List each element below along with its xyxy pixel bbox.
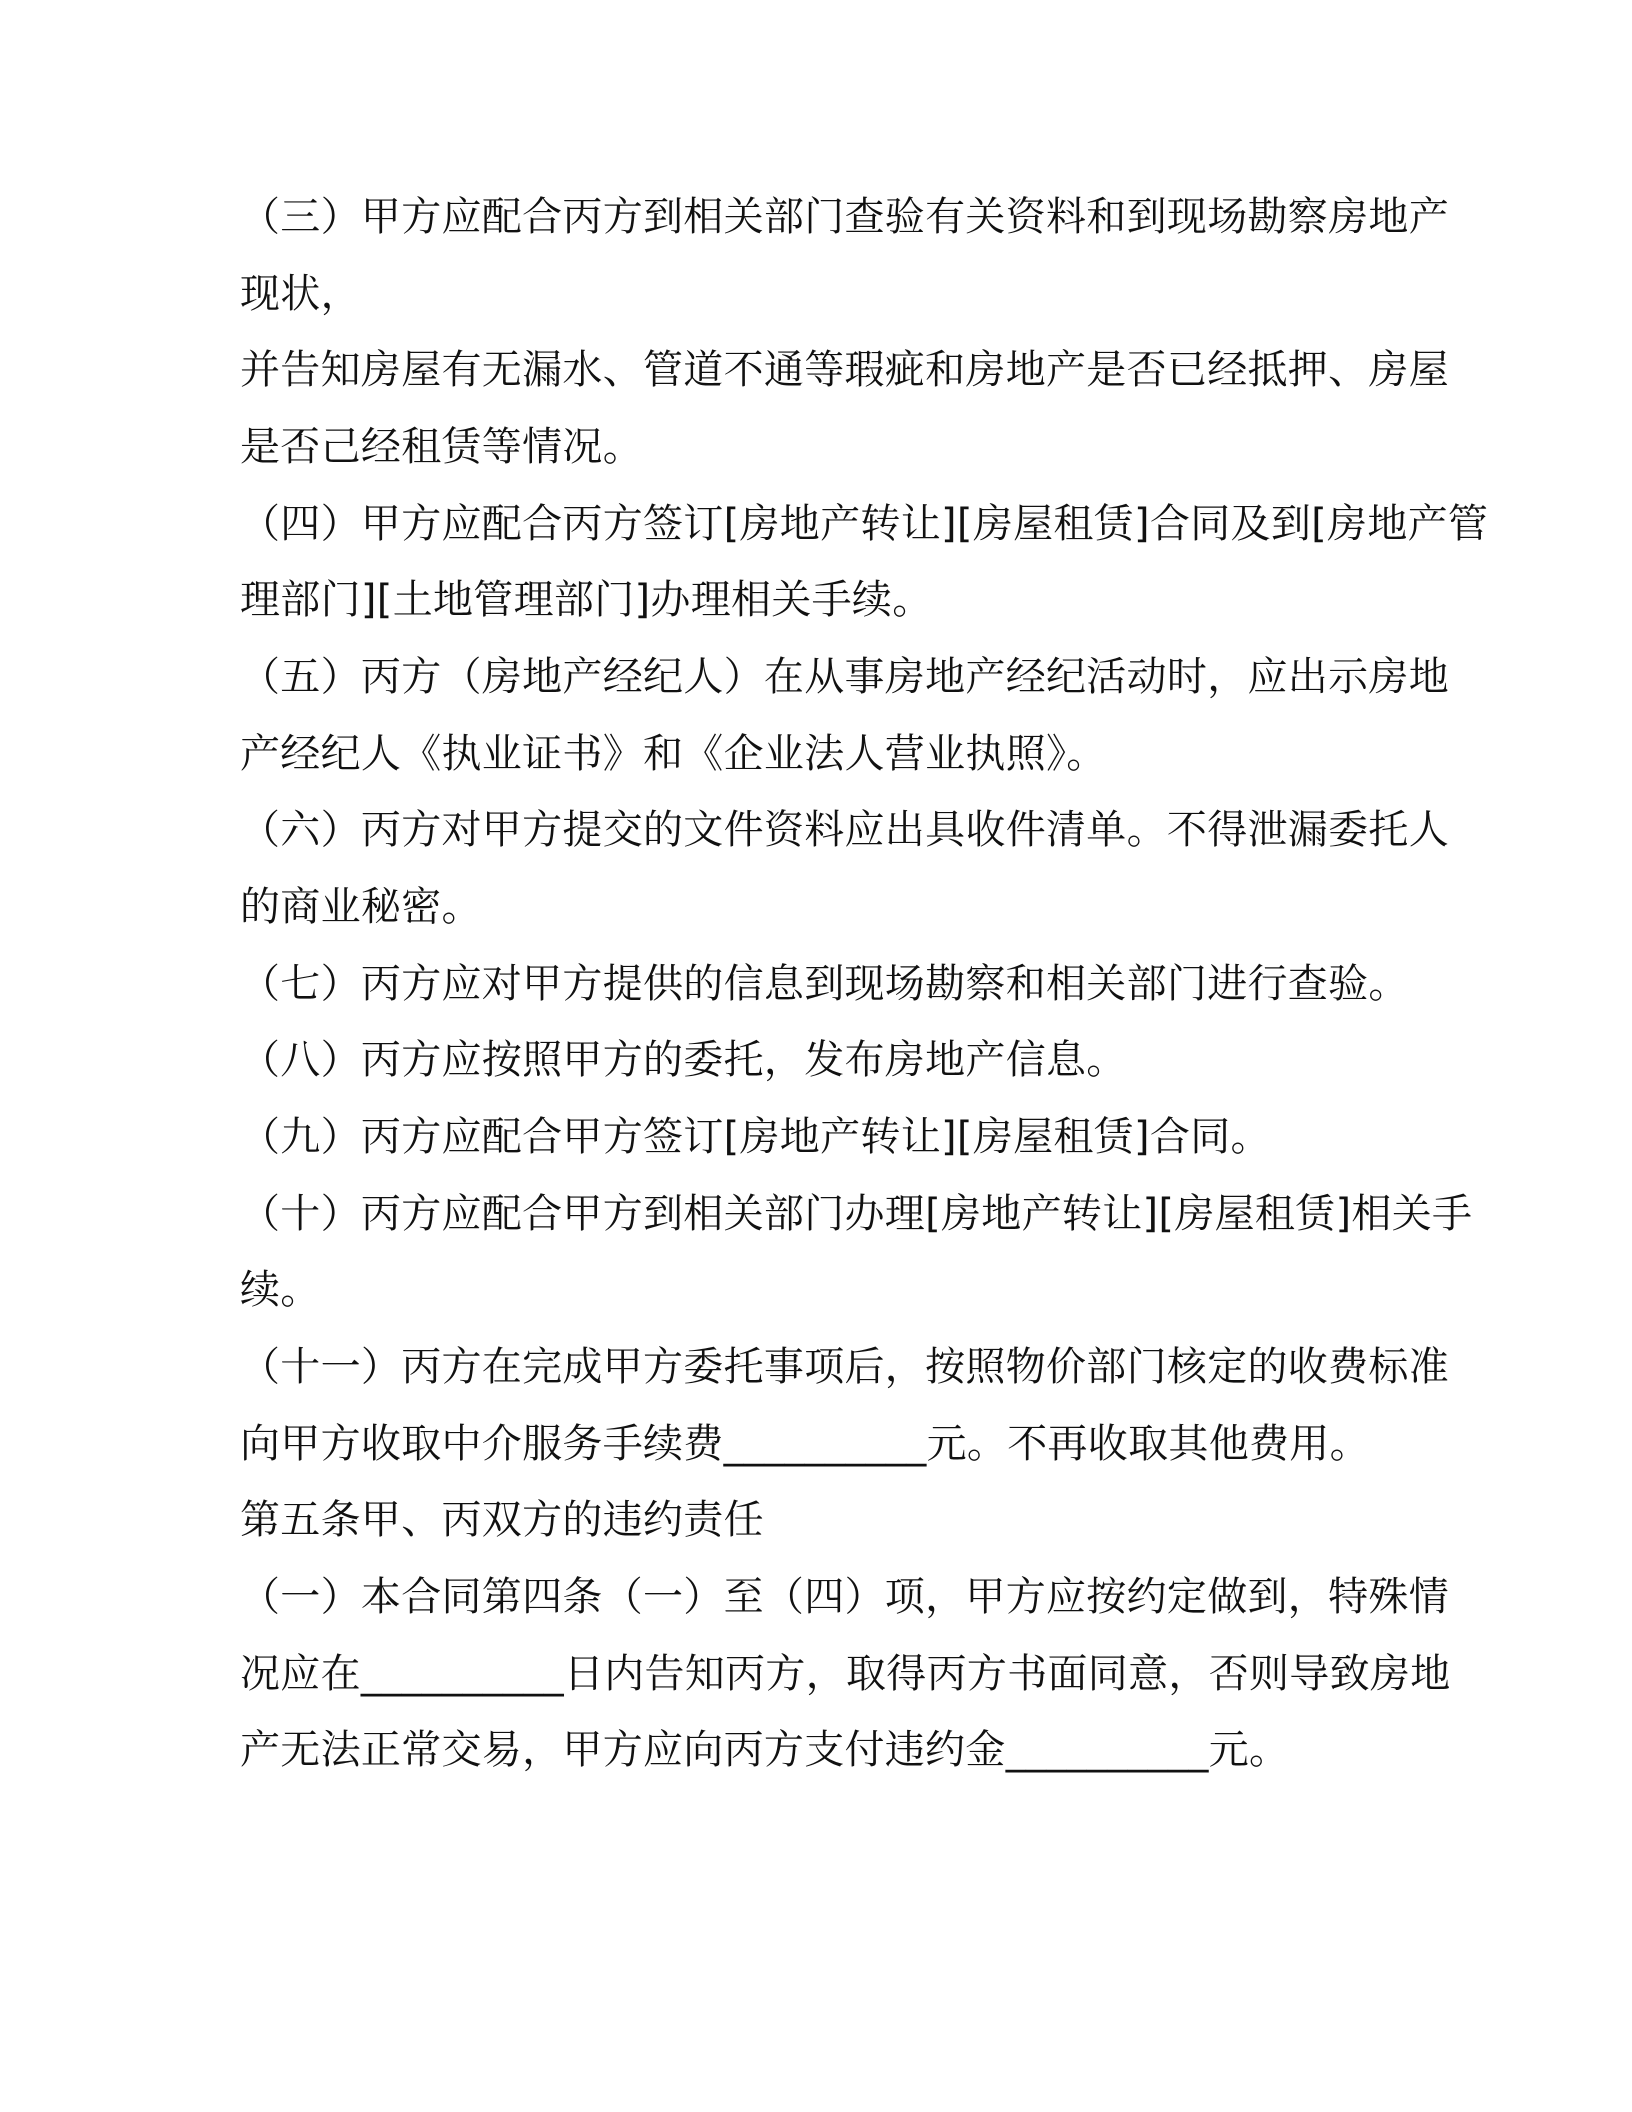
text-line: （七）丙方应对甲方提供的信息到现场勘察和相关部门进行查验。 — [240, 961, 1409, 1007]
text-line: （十）丙方应配合甲方到相关部门办理[房地产转让][房屋租赁]相关手 — [240, 1191, 1473, 1237]
text-line: （四）甲方应配合丙方签订[房地产转让][房屋租赁]合同及到[房地产管 — [240, 501, 1489, 547]
text-line: 产无法正常交易，甲方应向丙方支付违约金__________元。 — [240, 1727, 1290, 1773]
text-line: （五）丙方（房地产经纪人）在从事房地产经纪活动时，应出示房地 — [240, 654, 1449, 700]
text-line: （六）丙方对甲方提交的文件资料应出具收件清单。不得泄漏委托人 — [240, 807, 1449, 853]
text-line: （三）甲方应配合丙方到相关部门查验有关资料和到现场勘察房地产 — [240, 194, 1449, 240]
text-line: 续。 — [240, 1267, 321, 1313]
text-line: 的商业秘密。 — [240, 884, 482, 930]
text-line: 产经纪人《执业证书》和《企业法人营业执照》。 — [240, 731, 1107, 777]
text-line: （一）本合同第四条（一）至（四）项，甲方应按约定做到，特殊情 — [240, 1574, 1449, 1620]
text-line: 况应在__________日内告知丙方，取得丙方书面同意，否则导致房地 — [240, 1651, 1451, 1697]
text-line: 并告知房屋有无漏水、管道不通等瑕疵和房地产是否已经抵押、房屋 — [240, 347, 1449, 393]
text-line: 向甲方收取中介服务手续费__________元。不再收取其他费用。 — [240, 1421, 1370, 1467]
text-line: 理部门][土地管理部门]办理相关手续。 — [240, 577, 933, 623]
text-line: 现状， — [240, 271, 361, 317]
section-heading: 第五条甲、丙双方的违约责任 — [240, 1497, 764, 1543]
text-line: （九）丙方应配合甲方签订[房地产转让][房屋租赁]合同。 — [240, 1114, 1271, 1160]
text-line: （十一）丙方在完成甲方委托事项后，按照物价部门核定的收费标准 — [240, 1344, 1449, 1390]
text-line: 是否己经租赁等情况。 — [240, 424, 643, 470]
text-line: （八）丙方应按照甲方的委托，发布房地产信息。 — [240, 1037, 1127, 1083]
